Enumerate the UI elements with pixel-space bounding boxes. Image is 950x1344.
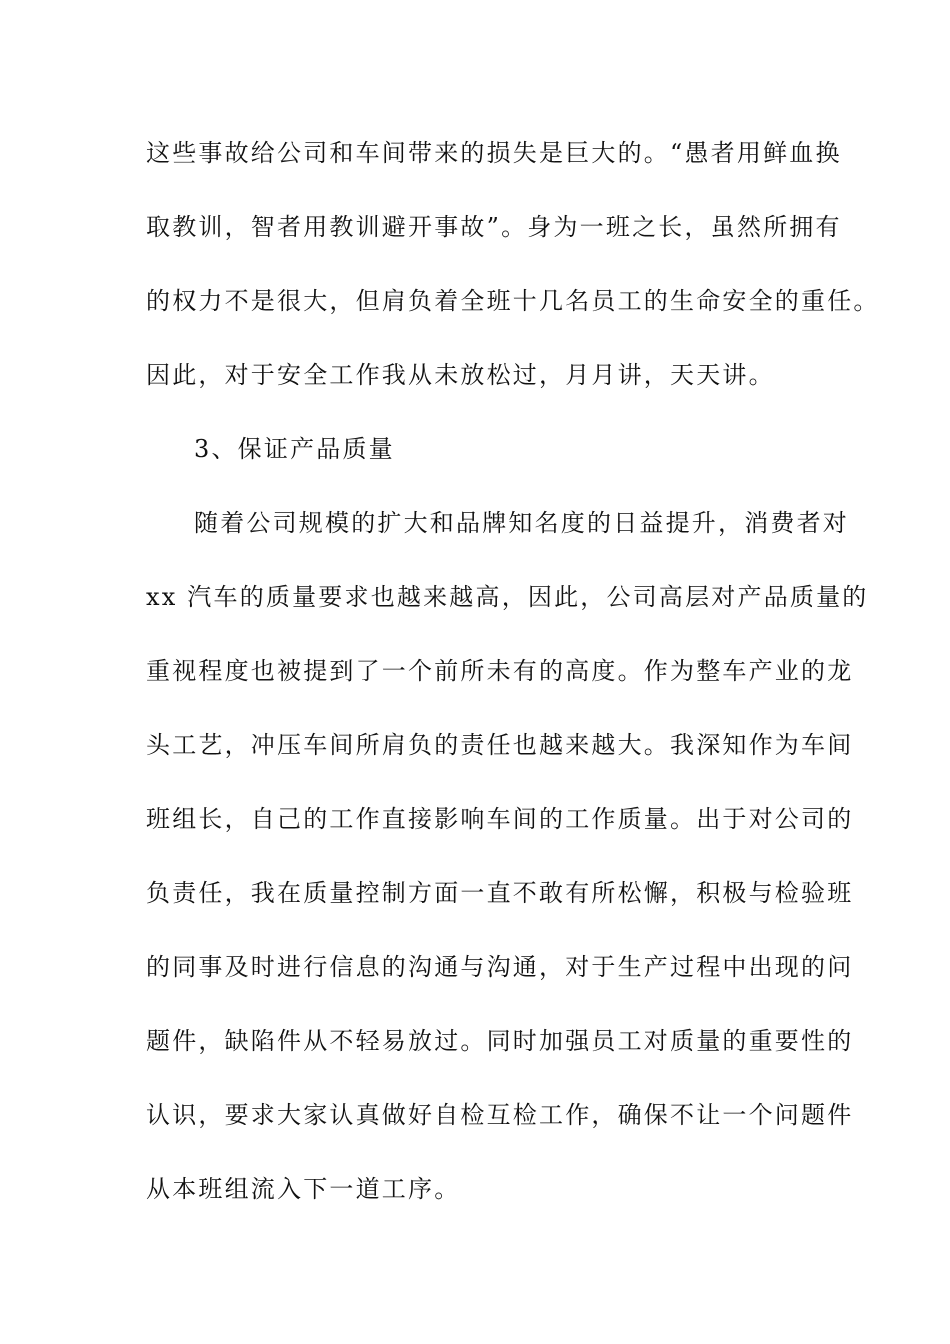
paragraph-line: 因此，对于安全工作我从未放松过，月月讲，天天讲。 [146, 361, 775, 389]
paragraph-line: 的同事及时进行信息的沟通与沟通，对于生产过程中出现的问 [146, 953, 854, 981]
paragraph-line: 认识，要求大家认真做好自检互检工作，确保不让一个问题件 [146, 1101, 854, 1129]
paragraph-line: 从本班组流入下一道工序。 [146, 1175, 461, 1203]
paragraph-line: 重视程度也被提到了一个前所未有的高度。作为整车产业的龙 [146, 657, 854, 685]
paragraph-line: 这些事故给公司和车间带来的损失是巨大的。“愚者用鲜血换 [146, 139, 842, 167]
paragraph-line: 取教训，智者用教训避开事故”。身为一班之长，虽然所拥有 [146, 213, 842, 241]
paragraph-line: xx 汽车的质量要求也越来越高，因此，公司高层对产品质量的 [146, 583, 869, 611]
section-heading: 3、保证产品质量 [194, 435, 395, 463]
document-body [146, 127, 880, 1237]
paragraph-line: 班组长，自己的工作直接影响车间的工作质量。出于对公司的 [146, 805, 854, 833]
paragraph-line: 头工艺，冲压车间所肩负的责任也越来越大。我深知作为车间 [146, 731, 854, 759]
paragraph-line: 的权力不是很大，但肩负着全班十几名员工的生命安全的重任。 [146, 287, 880, 315]
paragraph-line: 随着公司规模的扩大和品牌知名度的日益提升，消费者对 [194, 509, 849, 537]
paragraph-line: 负责任，我在质量控制方面一直不敢有所松懈，积极与检验班 [146, 879, 854, 907]
paragraph-line: 题件，缺陷件从不轻易放过。同时加强员工对质量的重要性的 [146, 1027, 854, 1055]
